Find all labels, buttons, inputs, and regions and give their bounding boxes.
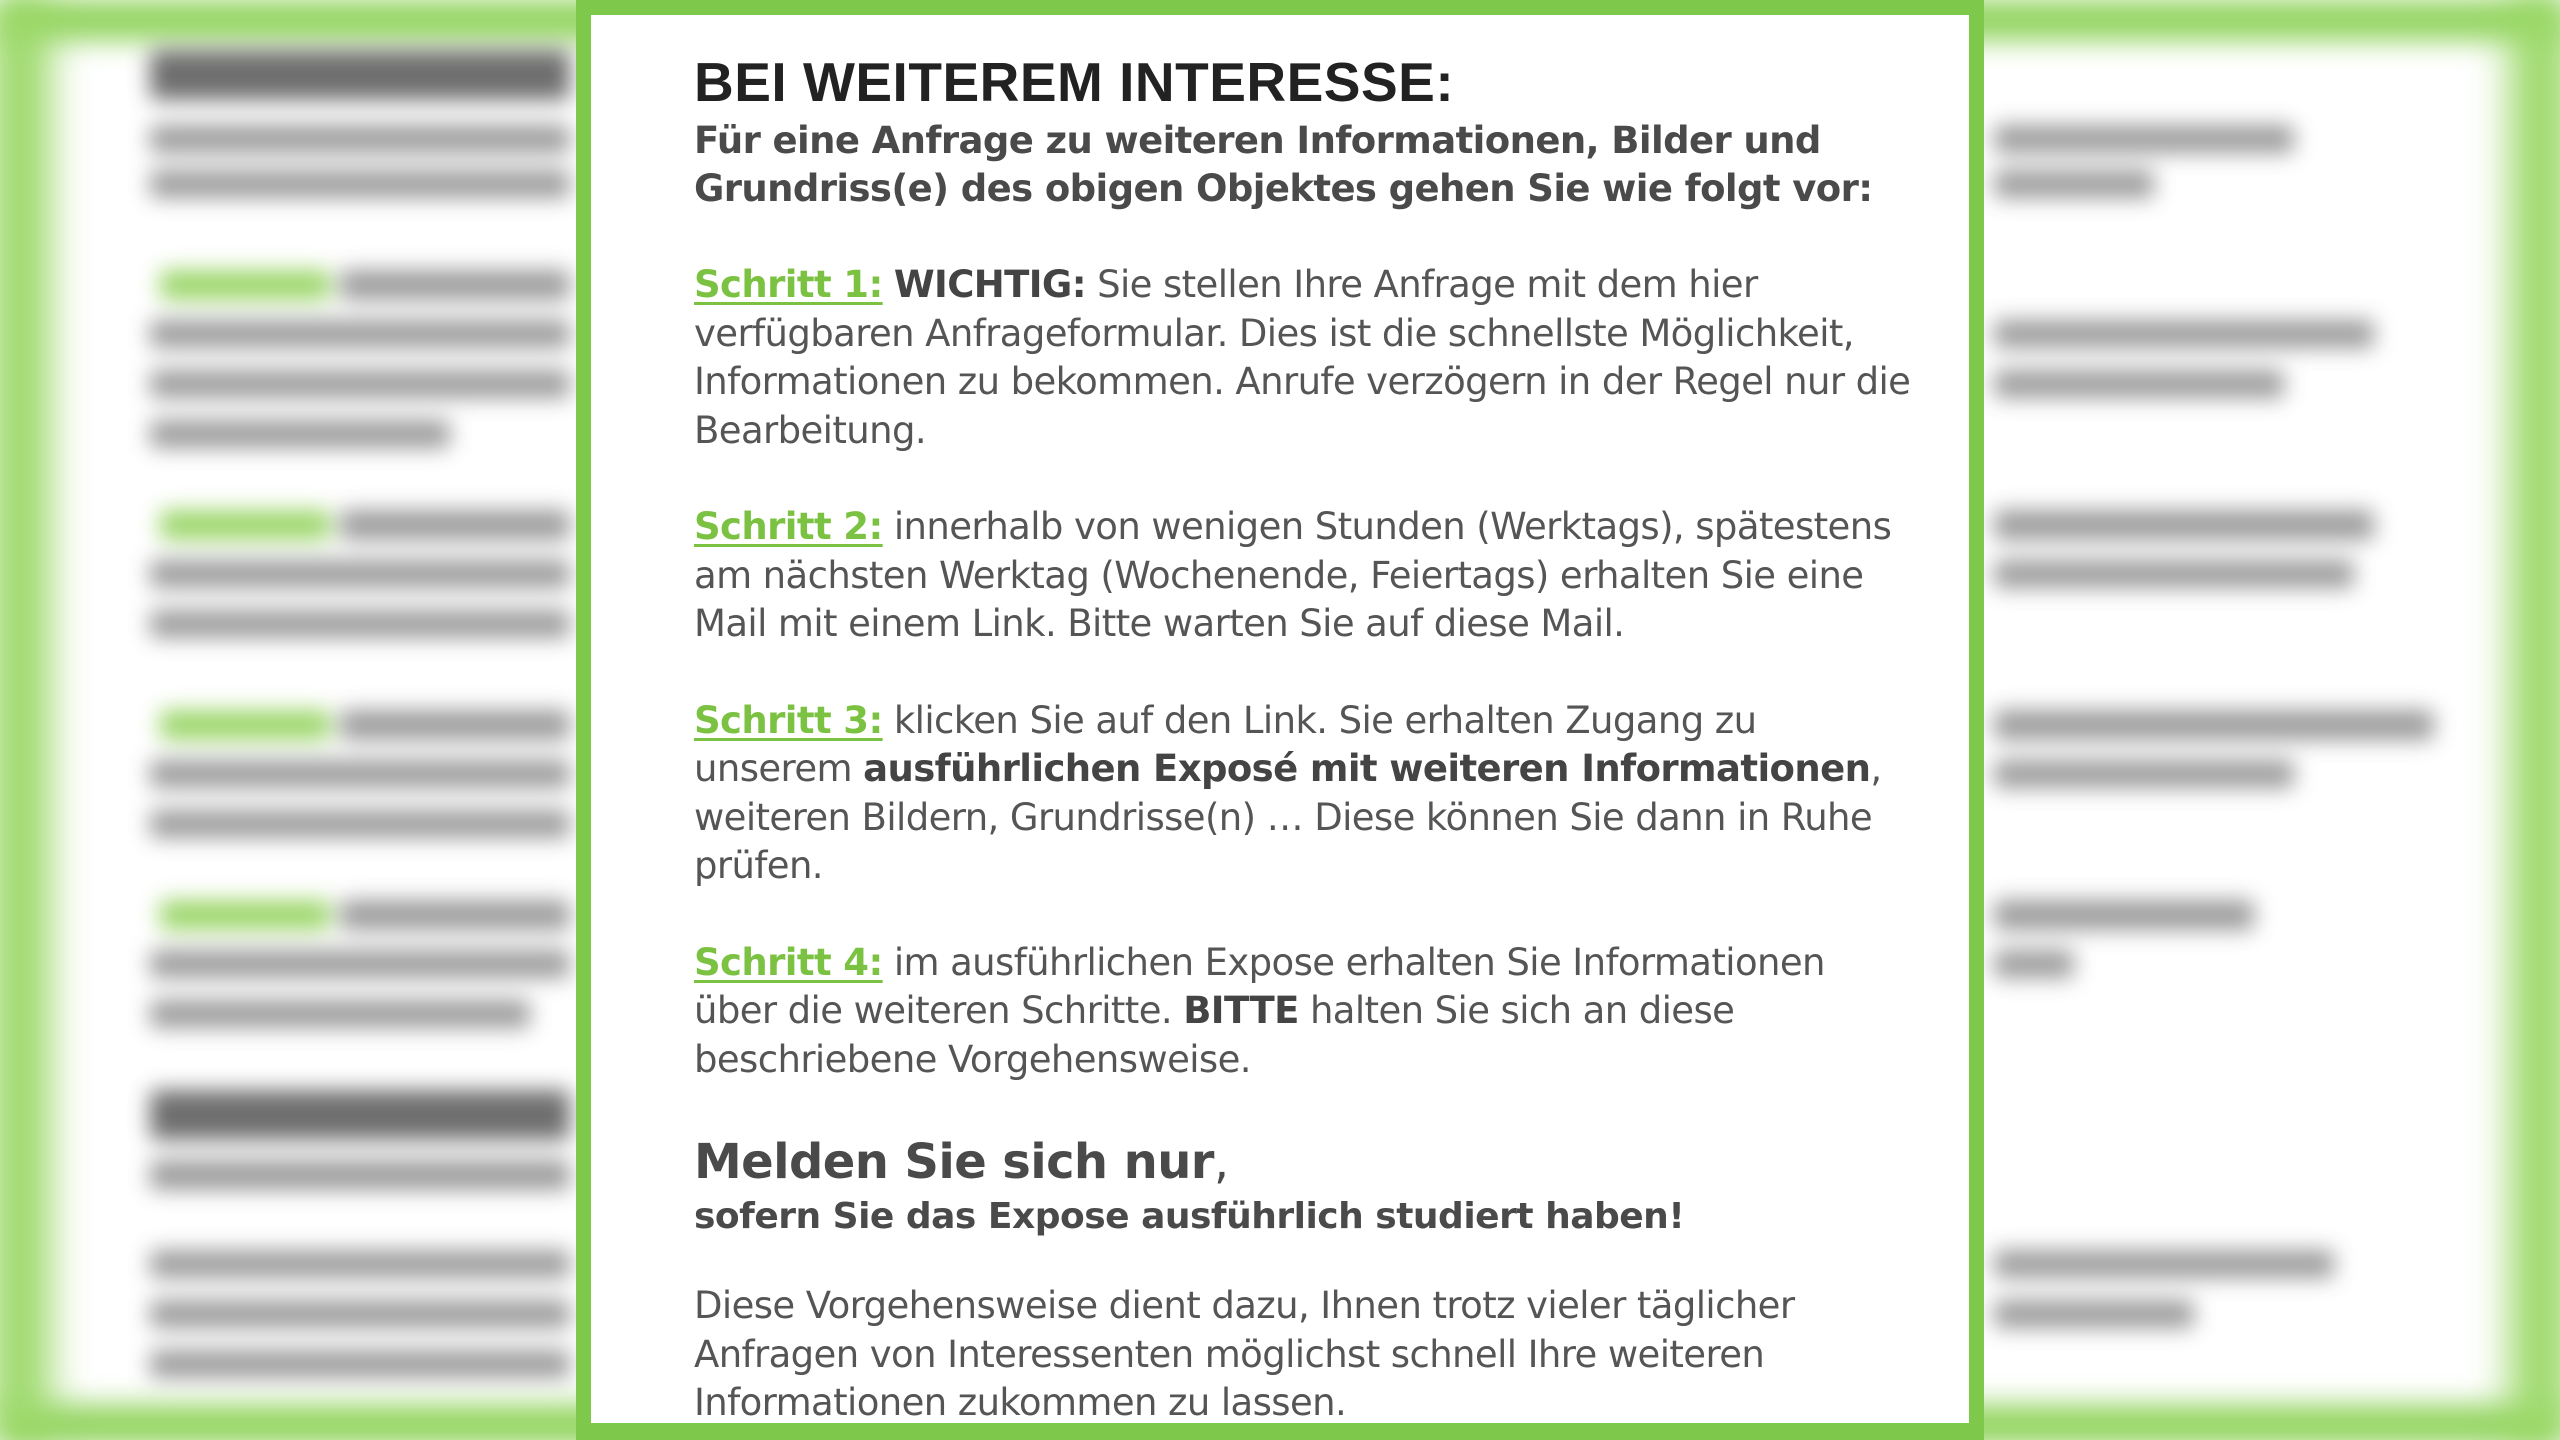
background-blurred-text-right bbox=[1984, 0, 2560, 1440]
step-4-text-after: halten Sie sich an diese beschriebene Vorgehensweise. bbox=[694, 989, 1735, 1081]
step-4-text-before: im ausführlichen Expose erhalten Sie Informationen über die weiteren Schritte. bbox=[694, 940, 1825, 1032]
notice-subheading: sofern Sie das Expose ausführlich studiert haben! bbox=[694, 1196, 1685, 1237]
document-content bbox=[694, 47, 1914, 1428]
step-3-label: Schritt 3: bbox=[694, 698, 883, 742]
document-body bbox=[591, 15, 1969, 1423]
step-1-text: Sie stellen Ihre Anfrage mit dem hier verfügbaren Anfrageformular. Dies ist die schnellste Möglichkeit, Informationen zu bekommen. Anrufe verzögern in der Regel nur die Bearbeitung. bbox=[694, 263, 1911, 452]
document-card bbox=[576, 0, 1984, 1440]
step-4-label: Schritt 4: bbox=[694, 940, 883, 984]
step-3 bbox=[694, 697, 1914, 891]
step-3-text-after: , weiteren Bildern, Grundrisse(n) … Diese können Sie dann in Ruhe prüfen. bbox=[694, 747, 1882, 887]
step-4 bbox=[694, 939, 1914, 1085]
step-1-label: Schritt 1: bbox=[694, 263, 883, 306]
step-1 bbox=[694, 261, 1914, 455]
notice-heading-comma: , bbox=[1213, 1134, 1229, 1190]
notice-heading bbox=[694, 1132, 1914, 1192]
step-4-emphasis: BITTE bbox=[1183, 989, 1299, 1032]
step-1-important: WICHTIG: bbox=[893, 263, 1086, 306]
page-title: BEI WEITEREM INTERESSE: bbox=[694, 51, 1455, 113]
step-3-emphasis: ausführlichen Exposé mit weiteren Informationen bbox=[863, 747, 1871, 790]
step-2-label: Schritt 2: bbox=[694, 505, 883, 548]
closing-text: Diese Vorgehensweise dient dazu, Ihnen trotz vieler täglicher Anfragen von Interessenten möglichst schnell Ihre weiteren Informationen zukommen zu lassen. bbox=[694, 1284, 1795, 1424]
notice-heading-text: Melden Sie sich nur bbox=[694, 1134, 1214, 1190]
step-2 bbox=[694, 503, 1914, 649]
step-2-text: innerhalb von wenigen Stunden (Werktags), spätestens am nächsten Werktag (Wochenende, Feiertags) erhalten Sie eine Mail mit einem Link. Bitte warten Sie auf diese Mail. bbox=[694, 505, 1892, 645]
step-3-text-before: klicken Sie auf den Link. Sie erhalten Zugang zu unserem bbox=[694, 698, 1757, 790]
intro-text: Für eine Anfrage zu weiteren Informationen, Bilder und Grundriss(e) des obigen Objektes gehen Sie wie folgt vor: bbox=[694, 119, 1873, 210]
background-blurred-text-left bbox=[0, 0, 576, 1440]
